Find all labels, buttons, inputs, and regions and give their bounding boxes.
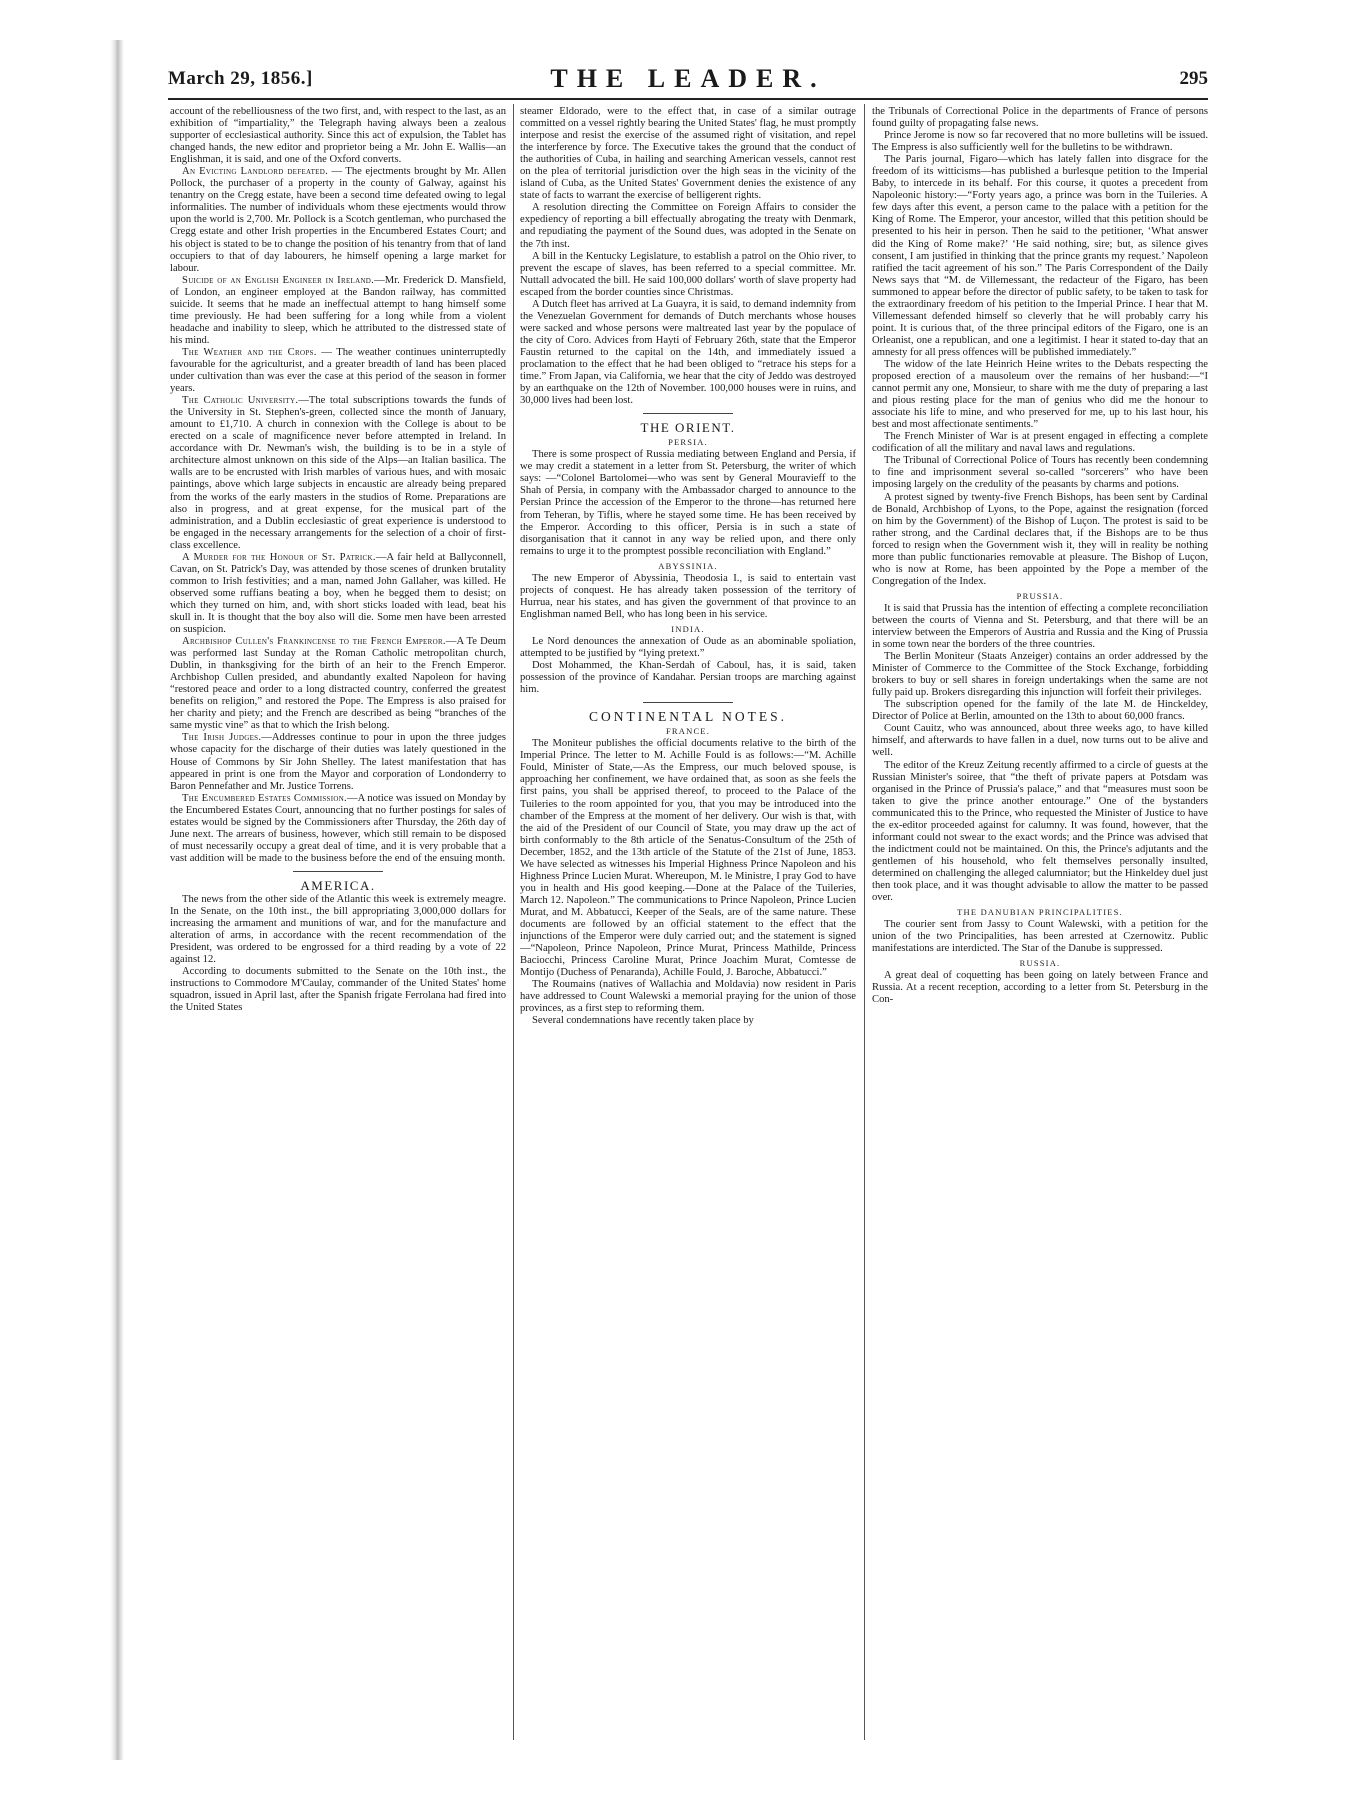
column-1	[170, 106, 506, 1014]
paragraph-lead: The Irish Judges.	[182, 732, 262, 744]
paragraph-body: —A fair held at Ballyconnell, Cavan, on St. Patrick's Day, was attended by those scenes of drunken brutality common to Irish festivities; and a man, named John Gallaher, was killed. He observed some ruffians beating a boy, when he begged them to desist; on which they turned on him, and, with short sticks loaded with lead, beat his skull in. It is thought that the boy also will die. Some men have been arrested on suspicion.	[170, 551, 507, 636]
paragraph	[170, 275, 506, 347]
page-header	[168, 58, 1208, 96]
section-heading-america: AMERICA.	[300, 877, 376, 893]
paragraph: account of the rebelliousness of the two first, and, with respect to the last, as an exhibition of “impartiality,” the Telegraph having always been a zealous supporter of ecclesiastical authority. Since this act of expulsion, the Tablet has changed hands, the new editor and proprietor being a Mr. John E. Wallis—an Englishman, it is said, and one of the Oxford converts.	[170, 106, 506, 166]
paragraph: Dost Mohammed, the Khan-Serdah of Caboul, has, it is said, taken possession of the province of Kandahar. Persian troops are marching against him.	[520, 660, 856, 696]
binding-shadow	[110, 40, 124, 1760]
subheading-france: FRANCE.	[665, 726, 711, 737]
paragraph-lead: An Evicting Landlord defeated.	[182, 166, 329, 178]
paragraph: Le Nord denounces the annexation of Oude as an abominable spoliation, attempted to be justified by “lying pretext.”	[520, 635, 856, 660]
subheading-russia: RUSSIA.	[1019, 958, 1061, 969]
paragraph: A great deal of coquetting has been going on lately between France and Russia. At a recent reception, according to a letter from St. Petersburg in the Con-	[872, 970, 1208, 1006]
paragraph	[170, 732, 506, 792]
paragraph	[170, 395, 506, 552]
subheading-abyssinia: ABYSSINIA.	[658, 560, 718, 571]
paragraph: The widow of the late Heinrich Heine writes to the Debats respecting the proposed erection of a mausoleum over the remains of her husband:—“I cannot permit any one, Monsieur, to share with me the duty of preparing a last and pious resting place for the man of genius who did me the honour to associate his life to mine, and who preserved for me, up to his last hour, his best and most affectionate sentiments.”	[872, 358, 1208, 431]
column-rule	[513, 104, 514, 1740]
paragraph: The Paris journal, Figaro—which has lately fallen into disgrace for the freedom of its witticisms—has published a burlesque petition to the Imperial Baby, to intercede in its behalf. For this course, it quotes a precedent from Napoleonic history:—“Forty years ago, a prince was born in the Tuileries. A few days after this event, a person came to the palace with a petition for the King of Rome. The Emperor, your ancestor, willed that this petition should be presented to his heir in person. Then he said to the petitioner, ‘What answer did the King of Rome make?’ ‘He said nothing, sire; but, as silence gives consent, I am justified in thinking that the prince grants my request.’ Napoleon ratified the tacit agreement of his son.” The Paris Correspondent of the Daily News says that “M. de Villemessant, the redacteur of the Figaro, has been summoned to appear before the director of public safety, to be taken to task for the extraordinary freedom of his petition to the Imperial Prince. I hear that M. Villemessant defended himself so cleverly that he will probably carry his point. It is curious that, of the three principal editors of the Figaro, one is an Orleanist, one a republican, and one a legitimist. I hear it stated to-day that an amnesty for all press offences will be published immediately.”	[872, 154, 1208, 358]
paragraph-body: —Addresses continue to pour in upon the three judges whose capacity for the discharge of their duties was lately questioned in the House of Commons by Sir John Shelley. The latest manifestation that has appeared in print is one from the Mayor and corporation of Londonderry to Baron Pennefather and Mr. Justice Torrens.	[170, 732, 506, 792]
paragraph: According to documents submitted to the Senate on the 10th inst., the instructions to Commodore M'Caulay, commander of the United States' home squadron, issued in April last, after the Spanish frigate Ferrolana had fired into the United States	[170, 966, 506, 1014]
paragraph-lead: A Murder for the Honour of St. Patrick.	[182, 551, 376, 563]
paragraph: There is some prospect of Russia mediating between England and Persia, if we may credit a statement in a letter from St. Petersburg, the writer of which says: —“Colonel Bartolomei—who was sent by General Mouravieff to the Shah of Persia, in company with the Ambassador charged to announce to the Persian Prince the accession of the Emperor to the throne—has returned here from Teheran, by Tiflis, where he stayed some time. He has been received by the Emperor. According to this officer, Persia is in such a state of disorganisation that it cannot in any way be relied upon, and there only remains to urge it to the promptest possible reconciliation with England.”	[520, 449, 856, 557]
paragraph: Count Cauitz, who was announced, about three weeks ago, to have killed himself, and afterwards to have fallen in a duel, now turns out to be alive and well.	[872, 723, 1208, 759]
paragraph: It is said that Prussia has the intention of effecting a complete reconciliation between the courts of Vienna and St. Petersburg, and that there will be an interview between the Emperors of Austria and Russia and the King of Prussia in some town near the borders of the three countries.	[872, 602, 1208, 651]
paragraph: The Moniteur publishes the official documents relative to the birth of the Imperial Prince. The letter to M. Achille Fould is as follows:—“M. Achille Fould, Minister of State,—As the Empress, our much beloved spouse, is approaching her confinement, we have ordained that, as soon as she feels the first pains, you shall be apprised thereof, to proceed to the Palace of the Tuileries to the room appointed for you, that you may be introduced into the chamber of the Empress at the moment of her delivery. Our wish is that, with the aid of the President of our Council of State, you may draw up the act of birth conformably to the 8th article of the Senatus-Consultum of the 25th of December, 1852, and the 13th article of the Statute of the 21st of June, 1853. We have selected as witnesses his Imperial Highness Prince Napoleon and his Highness Prince Lucien Murat. Whereupon, M. le Ministre, I pray God to have you in health and His good keeping.—Done at the Palace of the Tuileries, March 12. Napoleon.” The communications to Prince Napoleon, Prince Lucien Murat, and M. Abbatucci, Keeper of the Seals, are of the same nature. These documents are followed by an official statement to the effect that the injunctions of the Emperor were duly carried out; and the statement is signed—“Napoleon, Prince Napoleon, Prince Murat, Princess Mathilde, Princess Baciocchi, Princess Caroline Murat, Prince Joachim Murat, Comtesse de Montijo (Duchess of Penaranda), Achille Fould, J. Baroche, Abbatucci.”	[520, 738, 856, 979]
paragraph: The Tribunal of Correctional Police of Tours has recently been condemning to fine and imprisonment several so-called “sorcerers” who have been imposing largely on the credulity of the peasants by charms and potions.	[872, 455, 1208, 491]
paragraph: The editor of the Kreuz Zeitung recently affirmed to a circle of guests at the Russian Minister's soiree, that “the theft of private papers at Potsdam was organised in the Prince of Prussia's palace,” and that “measures must soon be taken to give the prince another entourage.” One of the bystanders communicated this to the Prince, who requested the Minister of Justice to have the ex-editor proceeded against for calumny. It was found, however, that the informant could not swear to the exact words; and the Prince was advised that the indictment could not be maintained. On this, the Prince's adjutants and the gentlemen of his household, who felt themselves personally insulted, determined on challenging the alleged calumniator; but the Hinkeldey duel just then took place, and it was thought advisable to allow the matter to be passed over.	[872, 759, 1208, 904]
column-2	[520, 106, 856, 1027]
paragraph: the Tribunals of Correctional Police in the departments of France of persons found guilty of propagating false news.	[872, 106, 1208, 130]
section-rule	[643, 413, 733, 414]
paragraph: steamer Eldorado, were to the effect that, in case of a similar outrage committed on a vessel rightly bearing the United States' flag, he must promptly interpose and resist the exercise of the assumed right of visitation, and repel the interference by force. The Executive takes the ground that the conduct of the authorities of Cuba, in hailing and searching American vessels, cannot rest on the plea of territorial jurisdiction over the high seas in the vicinity of the island of Cuba, as the United States' Government denies the existence of any state of facts to warrant the exercise of belligerent rights.	[520, 106, 856, 202]
paragraph	[170, 552, 506, 636]
header-rule	[168, 98, 1208, 100]
subheading-india: INDIA.	[671, 623, 705, 634]
paragraph: The new Emperor of Abyssinia, Theodosia I., is said to entertain vast projects of conquest. He has already taken possession of the territory of Hurrua, near his states, and has given the government of that province to an Englishman named Bell, who has long been in his service.	[520, 572, 856, 620]
paragraph: The French Minister of War is at present engaged in effecting a complete codification of all the military and naval laws and regulations.	[872, 431, 1208, 455]
paragraph-lead: The Catholic University.	[182, 395, 299, 407]
paragraph-body: — The ejectments brought by Mr. Allen Pollock, the purchaser of a property in the county of Galway, against his tenantry on the Cregg estate, have been a second time defeated owing to legal informalities. The number of individuals whom these ejectments would throw upon the world is 2,700. Mr. Pollock is a Scotch gentleman, who purchased the Cregg estate and other Irish properties in the Encumbered Estates Court; and his object is stated to be to change the position of his tenantry from that of land occupiers to that of day labourers, he himself opening a large market for labour.	[170, 166, 506, 274]
section-rule	[643, 702, 733, 703]
paragraph-lead: Archbishop Cullen's Frankincense to the French Emperor.	[182, 636, 446, 648]
paragraph	[170, 347, 506, 395]
page-number: 295	[1179, 68, 1208, 89]
subheading-persia: PERSIA.	[668, 437, 708, 448]
section-rule	[293, 871, 383, 872]
paragraph: The Berlin Moniteur (Staats Anzeiger) contains an order addressed by the Minister of Commerce to the Committee of the Stock Exchange, forbidding brokers to buy or sell shares in foreign undertakings when the same are not fully paid up. Brokers disregarding this injunction will forfeit their privileges.	[872, 651, 1208, 699]
section-heading-orient: THE ORIENT.	[640, 420, 736, 436]
subheading-prussia: PRUSSIA.	[1016, 590, 1064, 601]
subheading-danubian-principalities: THE DANUBIAN PRINCIPALITIES.	[957, 907, 1123, 918]
header-date: March 29, 1856.]	[168, 68, 313, 89]
paragraph-lead: The Encumbered Estates Commission.	[182, 792, 347, 804]
paragraph: A protest signed by twenty-five French Bishops, has been sent by Cardinal de Bonald, Archbishop of Lyons, to the Pope, against the resignation (forced on him by the Government) of the Bishop of Luçon. The protest is said to be rather strong, and the Cardinal declares that, if the Bishops are to be thus forced to resign when the Government wish it, they will in reality be nothing more than public functionaries removable at pleasure. The Bishop of Luçon, who is now at Rome, has been appointed by the Pope a member of the Congregation of the Index.	[872, 491, 1208, 587]
paragraph: The news from the other side of the Atlantic this week is extremely meagre. In the Senate, on the 10th inst., the bill appropriating 3,000,000 dollars for increasing the armament and munitions of war, and for the manufacture and alteration of arms, in accordance with the recent recommendation of the President, was ordered to be engrossed for a third reading by a vote of 22 against 12.	[170, 894, 506, 966]
paragraph-body: —A Te Deum was performed last Sunday at the Roman Catholic metropolitan church, Dublin, in thanksgiving for the birth of an heir to the French Emperor. Archbishop Cullen presided, and abundantly exalted Napoleon for having “restored peace and order to a long distracted country, conferred the greatest benefits on religion,” and restored the Pope. The Empress is also praised for her charity and piety; and the French are described as being “branches of the same mystic vine” as that to which the Irish belong.	[170, 636, 506, 732]
paragraph: A resolution directing the Committee on Foreign Affairs to consider the expediency of reporting a bill effectually abrogating the treaty with Denmark, and repudiating the payment of the Sound dues, was adopted in the Senate on the 7th inst.	[520, 202, 856, 250]
paragraph	[170, 793, 506, 865]
paragraph: Several condemnations have recently taken place by	[532, 1015, 754, 1027]
masthead-title: THE LEADER.	[550, 64, 826, 93]
paragraph: The courier sent from Jassy to Count Walewski, with a petition for the union of the two Principalities, has been arrested at Czernowitz. Public manifestations are interdicted. The Star of the Danube is suppressed.	[872, 919, 1208, 955]
paragraph	[170, 166, 506, 274]
section-heading-continental-notes: CONTINENTAL NOTES.	[589, 709, 787, 725]
paragraph: A bill in the Kentucky Legislature, to establish a patrol on the Ohio river, to prevent the escape of slaves, has been referred to a special committee. Mr. Nuttall advocated the bill. He said 100,000 dollars' worth of slave property had escaped from the border counties since Christmas.	[520, 250, 856, 298]
paragraph-lead: Suicide of an English Engineer in Ireland.	[182, 274, 375, 286]
column-3	[872, 106, 1208, 1006]
column-rule	[864, 104, 865, 1740]
paragraph: A Dutch fleet has arrived at La Guayra, it is said, to demand indemnity from the Venezuelan Government for demands of Dutch merchants whose houses were sacked and whose persons were maltreated last year by the populace of the city of Coro. Advices from Hayti of February 26th, state that the Emperor Faustin returned to the capital on the 14th, and immediately issued a proclamation to the effect that he had been obliged to “retrace his steps for a time.” From Japan, via California, we hear that the city of Jeddo was destroyed by an earthquake on the 12th of November. 100,000 houses were in ruins, and 30,000 lives had been lost.	[520, 298, 856, 407]
paragraph-body: —Mr. Frederick D. Mansfield, of London, an engineer employed at the Bandon railway, has committed suicide. It seems that he made an ineffectual attempt to hang himself some time previously. He had been suffering for a long while from a violent headache and inability to sleep, which he attributed to the distressed state of his mind.	[170, 274, 506, 346]
paragraph-lead: The Weather and the Crops.	[182, 346, 317, 358]
paragraph: Prince Jerome is now so far recovered that no more bulletins will be issued. The Empress is also sufficiently well for the bulletins to be withdrawn.	[872, 130, 1208, 154]
paragraph-body: — The weather continues uninterruptedly favourable for the agriculturist, and a greater breadth of land has been placed under cultivation than was ever the case at this period of the season in former years.	[170, 346, 506, 395]
paragraph-body: —A notice was issued on Monday by the Encumbered Estates Court, announcing that no further postings for sales of estates would be signed by the Commissioners after Thursday, the 26th day of June next. The arrears of business, however, which still remain to be disposed of must necessarily occupy a great deal of time, and it is very probable that a vast addition will be made to the business before the end of the ensuing month.	[170, 792, 506, 864]
paragraph: The subscription opened for the family of the late M. de Hinckeldey, Director of Police at Berlin, amounted on the 13th to about 60,000 francs.	[872, 699, 1208, 723]
paragraph	[170, 636, 506, 732]
paragraph-body: —The total subscriptions towards the funds of the University in St. Stephen's-green, collected since the month of January, amount to £1,710. A church in connexion with the College is about to be erected on a scale of magnificence never before attempted in Ireland. In accordance with Dr. Newman's wish, the building is to be in a style of architecture almost unknown on this side of the Alps—an Italian basilica. The walls are to be encrusted with Irish marbles of various hues, and with mosaic paintings, above which large subjects in encaustic are already being prepared from the works of the early masters in the studios of Rome. Preparations are also in progress, and at great expense, for the musical part of the administration, and a Dublin ecclesiastic of great experience is understood to be engaged in the necessary arrangements for the selection of a choir of first-class excellence.	[170, 395, 507, 551]
paragraph: The Roumains (natives of Wallachia and Moldavia) now resident in Paris have addressed to Count Walewski a memorial praying for the union of those provinces, as a first step to reforming them.	[520, 979, 856, 1015]
